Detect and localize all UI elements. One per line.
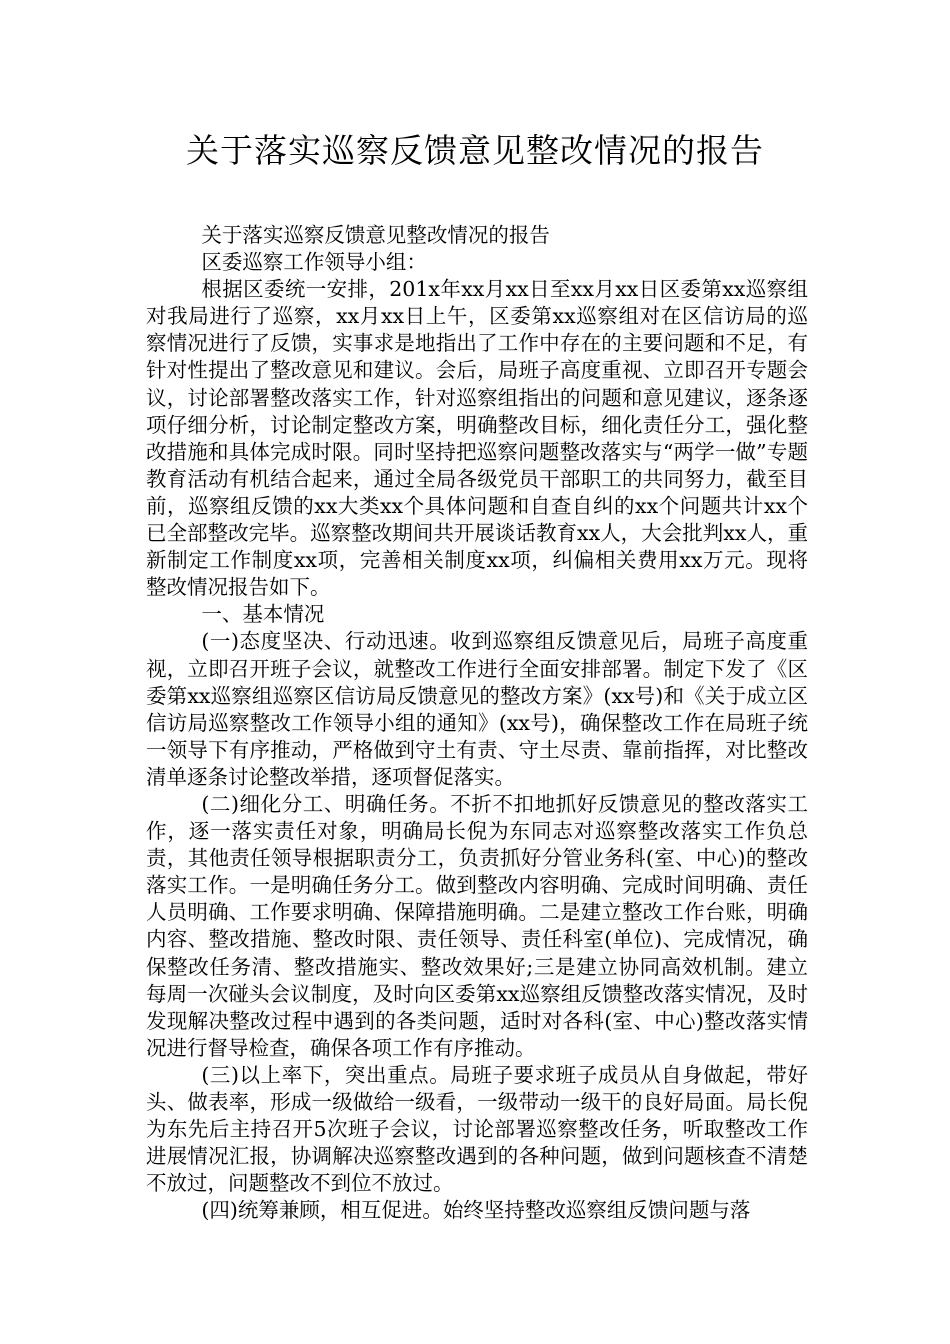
paragraph-item-2: (二)细化分工、明确任务。不折不扣地抓好反馈意见的整改落实工作，逐一落实责任对象，明确局长倪为东同志对巡察整改落实工作负总责，其他责任领导根据职责分工，负责抓好分管业务科(室、中心)的整改落实工作。一是明确任务分工。做到整改内容明确、完成时间明确、责任人员明确、工作要求明确、保障措施明确。二是建立整改工作台账，明确内容、整改措施、整改时限、责任领导、责任科室(单位)、完成情况，确保整改任务清、整改措施实、整改效果好;三是建立协同高效机制。建立每周一次碰头会议制度，及时向区委第xx巡察组反馈整改落实情况，及时发现解决整改过程中遇到的各类问题，适时对各科(室、中心)整改落实情况进行督导检查，确保各项工作有序推动。 — [146, 791, 808, 1060]
paragraph-item-3: (三)以上率下，突出重点。局班子要求班子成员从自身做起，带好头、做表率，形成一级做给一级看，一级带动一级干的良好局面。局长倪为东先后主持召开5次班子会议，讨论部署巡察整改任务，听取整改工作进展情况汇报，协调解决巡察整改遇到的各种问题，做到问题核查不清楚不放过，问题整改不到位不放过。 — [146, 1062, 808, 1196]
paragraph-salutation: 区委巡察工作领导小组： — [201, 250, 427, 275]
paragraph-heading-repeat: 关于落实巡察反馈意见整改情况的报告 — [201, 223, 550, 247]
paragraph-item-1: (一)态度坚决、行动迅速。收到巡察组反馈意见后，局班子高度重视，立即召开班子会议，就整改工作进行全面安排部署。制定下发了《区委第xx巡察组巡察区信访局反馈意见的整改方案》(xx号)和《关于成立区信访局巡察整改工作领导小组的通知》(xx号)，确保整改工作在局班子统一领导下有序推动，严格做到守土有责、守土尽责、靠前指挥，对比整改清单逐条讨论整改举措，逐项督促落实。 — [146, 629, 808, 789]
section-heading-basic-situation: 一、基本情况 — [201, 602, 325, 627]
document-body — [146, 222, 808, 1224]
paragraph-item-4: (四)统筹兼顾，相互促进。始终坚持整改巡察组反馈问题与落 — [201, 1198, 751, 1223]
paragraph-introduction: 根据区委统一安排，201x年xx月xx日至xx月xx日区委第xx巡察组对我局进行了巡察，xx月xx日上午，区委第xx巡察组对在区信访局的巡察情况进行了反馈，实事求是地指出了工作中存在的主要问题和不足，有针对性提出了整改意见和建议。会后，局班子高度重视、立即召开专题会议，讨论部署整改落实工作，针对巡察组指出的问题和意见建议，逐条逐项仔细分析，讨论制定整改方案，明确整改目标，细化责任分工，强化整改措施和具体完成时限。同时坚持把巡察问题整改落实与“两学一做”专题教育活动有机结合起来，通过全局各级党员干部职工的共同努力，截至目前，巡察组反馈的xx大类xx个具体问题和自查自纠的xx个问题共计xx个已全部整改完毕。巡察整改期间共开展谈话教育xx人，大会批判xx人，重新制定工作制度xx项，完善相关制度xx项，纠偏相关费用xx万元。现将整改情况报告如下。 — [146, 277, 808, 600]
document-title: 关于落实巡察反馈意见整改情况的报告 — [186, 131, 764, 170]
